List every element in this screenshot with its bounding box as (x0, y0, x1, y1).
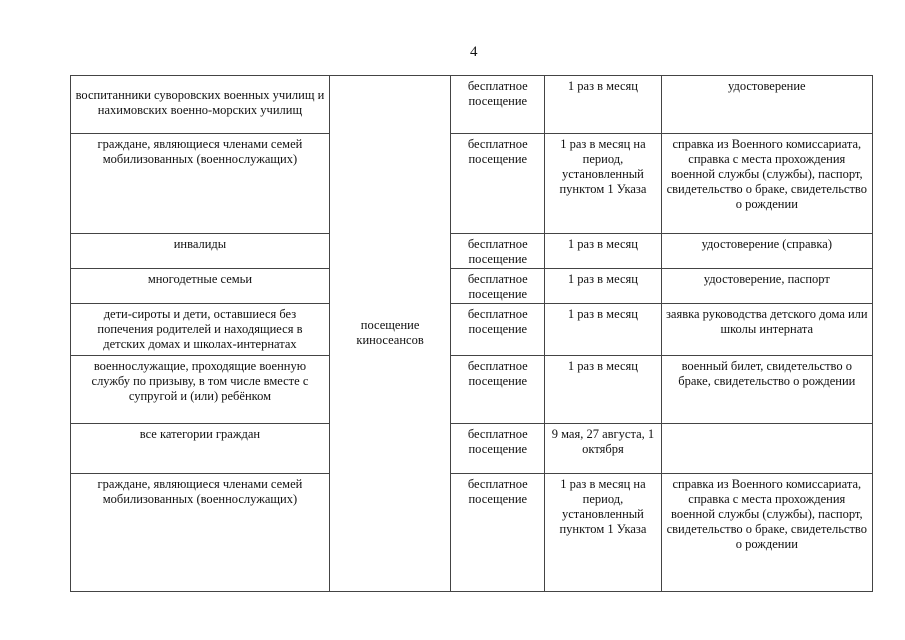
category-cell (71, 474, 330, 592)
benefits-table (70, 75, 873, 592)
category-cell (71, 304, 330, 356)
table-row (71, 269, 873, 304)
table-row (71, 424, 873, 474)
category-text: граждане, являющиеся членами семей мобилизованных (военнослужащих) (97, 477, 303, 506)
frequency-cell (545, 269, 661, 304)
type-cell (451, 304, 545, 356)
category-text: воспитанники суворовских военных училищ и нахимовских военно-морских училищ (75, 88, 325, 117)
type-text: бесплатное посещение (467, 137, 528, 166)
table-row (71, 134, 873, 234)
category-cell (71, 234, 330, 269)
frequency-text: 1 раз в месяц (567, 307, 638, 321)
type-cell (451, 76, 545, 134)
frequency-text: 1 раз в месяц (567, 272, 638, 286)
table-row (71, 234, 873, 269)
document-cell (661, 234, 872, 269)
frequency-text: 1 раз в месяц (567, 79, 638, 93)
document-text: военный билет, свидетельство о браке, свидетельство о рождении (678, 359, 856, 388)
category-text: все категории граждан (139, 427, 261, 441)
table-row (71, 76, 873, 134)
category-text: дети-сироты и дети, оставшиеся без попечения родителей и находящиеся в детских домах и школах-интернатах (97, 307, 303, 351)
category-text: многодетные семьи (147, 272, 253, 286)
page-number: 4 (470, 44, 478, 60)
document-cell (661, 474, 872, 592)
table-row (71, 304, 873, 356)
document-text: справка из Военного комиссариата, справка с места прохождения военной службы (службы), паспорт, свидетельство о браке, свидетельство о рождении (666, 477, 867, 551)
type-cell (451, 134, 545, 234)
category-cell (71, 134, 330, 234)
type-text: бесплатное посещение (467, 477, 528, 506)
document-text: удостоверение (справка) (701, 237, 832, 251)
document-text: справка из Военного комиссариата, справка с места прохождения военной службы (службы), паспорт, свидетельство о браке, свидетельство о рождении (666, 137, 867, 211)
category-cell (71, 424, 330, 474)
type-text: бесплатное посещение (467, 237, 528, 266)
type-text: бесплатное посещение (467, 307, 528, 336)
frequency-cell (545, 76, 661, 134)
category-text: инвалиды (173, 237, 227, 251)
type-text: бесплатное посещение (467, 359, 528, 388)
document-cell (661, 134, 872, 234)
category-cell (71, 356, 330, 424)
document-cell (661, 424, 872, 474)
frequency-cell (545, 304, 661, 356)
document-cell (661, 76, 872, 134)
document-cell (661, 356, 872, 424)
frequency-text: 9 мая, 27 августа, 1 октября (551, 427, 655, 456)
type-cell (451, 356, 545, 424)
service-text: посещение киносеансов (356, 318, 424, 347)
document-text: заявка руководства детского дома или школы интерната (665, 307, 868, 336)
type-cell (451, 234, 545, 269)
frequency-cell (545, 134, 661, 234)
type-cell (451, 269, 545, 304)
category-text: граждане, являющиеся членами семей мобилизованных (военнослужащих) (97, 137, 303, 166)
type-cell (451, 474, 545, 592)
document-text: удостоверение (728, 79, 806, 93)
category-cell (71, 269, 330, 304)
document-cell (661, 304, 872, 356)
type-text: бесплатное посещение (467, 272, 528, 301)
document-text: удостоверение, паспорт (703, 272, 830, 286)
frequency-cell (545, 424, 661, 474)
frequency-text: 1 раз в месяц на период, установленный пунктом 1 Указа (559, 477, 647, 536)
frequency-text: 1 раз в месяц (567, 359, 638, 373)
type-text: бесплатное посещение (467, 427, 528, 456)
type-cell (451, 424, 545, 474)
category-text: военнослужащие, проходящие военную службу по призыву, в том числе вместе с супругой и (или) ребёнком (91, 359, 309, 403)
frequency-cell (545, 356, 661, 424)
document-cell (661, 269, 872, 304)
frequency-text: 1 раз в месяц (567, 237, 638, 251)
frequency-text: 1 раз в месяц на период, установленный пунктом 1 Указа (559, 137, 647, 196)
table-row (71, 474, 873, 592)
frequency-cell (545, 234, 661, 269)
frequency-cell (545, 474, 661, 592)
table-row (71, 356, 873, 424)
category-cell (71, 76, 330, 134)
type-text: бесплатное посещение (467, 79, 528, 108)
service-cell (329, 76, 450, 592)
